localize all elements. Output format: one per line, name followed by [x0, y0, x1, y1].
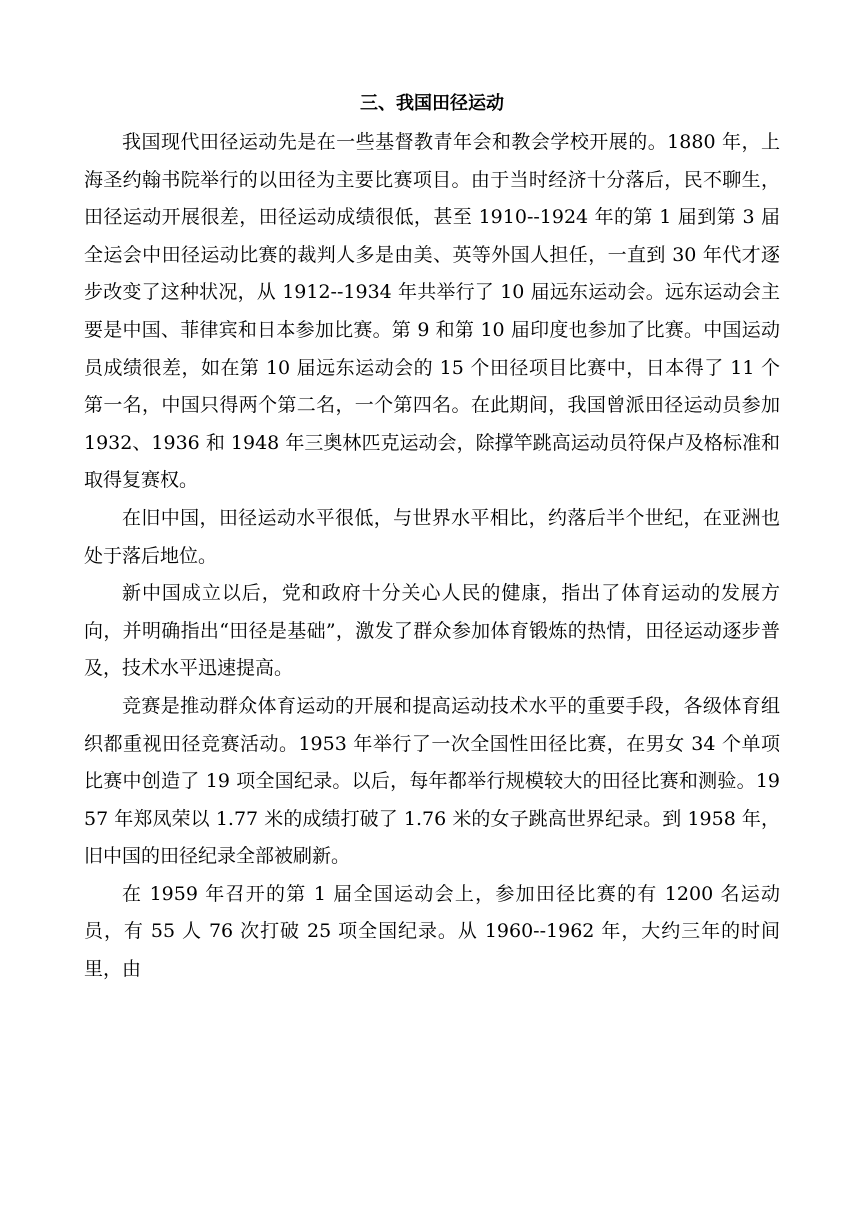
paragraph-early-history: 我国现代田径运动先是在一些基督教青年会和教会学校开展的。1880 年，上海圣约翰书院举行的以田径为主要比赛项目。由于当时经济十分落后，民不聊生，田径运动开展很差，田径运动成绩很低，甚至 1910--1924 年的第 1 届到第 3 届全运会中田径运动比赛的裁判人多是由美、英等外国人担任，一直到 30 年代才逐步改变了这种状况，从 1912--1934 年共举行了 10 届远东运动会。远东运动会主要是中国、菲律宾和日本参加比赛。第 9 和第 10 届印度也参加了比赛。中国运动员成绩很差，如在第 10 届远东运动会的 15 个田径项目比赛中，日本得了 11 个第一名，中国只得两个第二名，一个第四名。在此期间，我国曾派田径运动员参加 1932、1936 和 1948 年三奥林匹克运动会，除撑竿跳高运动员符保卢及格标准和取得复赛权。 [84, 131, 780, 492]
paragraph-new-china: 新中国成立以后，党和政府十分关心人民的健康，指出了体育运动的发展方向，并明确指出“田径是基础”，激发了群众参加体育锻炼的热情，田径运动逐步普及，技术水平迅速提高。 [84, 582, 780, 680]
document-body [84, 84, 780, 989]
section-heading: 三、我国田径运动 [360, 93, 504, 114]
paragraph-national-games: 在 1959 年召开的第 1 届全国运动会上，参加田径比赛的有 1200 名运动员，有 55 人 76 次打破 25 项全国纪录。从 1960--1962 年，大约三年的时间里，由 [84, 882, 780, 981]
paragraph-competitions: 竞赛是推动群众体育运动的开展和提高运动技术水平的重要手段，各级体育组织都重视田径竞赛活动。1953 年举行了一次全国性田径比赛，在男女 34 个单项比赛中创造了 19 项全国纪录。以后，每年都举行规模较大的田径比赛和测验。1957 年郑凤荣以 1.77 米的成绩打破了 1.76 米的女子跳高世界纪录。到 1958 年，旧中国的田径纪录全部被刷新。 [84, 694, 780, 868]
paragraph-old-china: 在旧中国，田径运动水平很低，与世界水平相比，约落后半个世纪，在亚洲也处于落后地位。 [84, 506, 780, 567]
